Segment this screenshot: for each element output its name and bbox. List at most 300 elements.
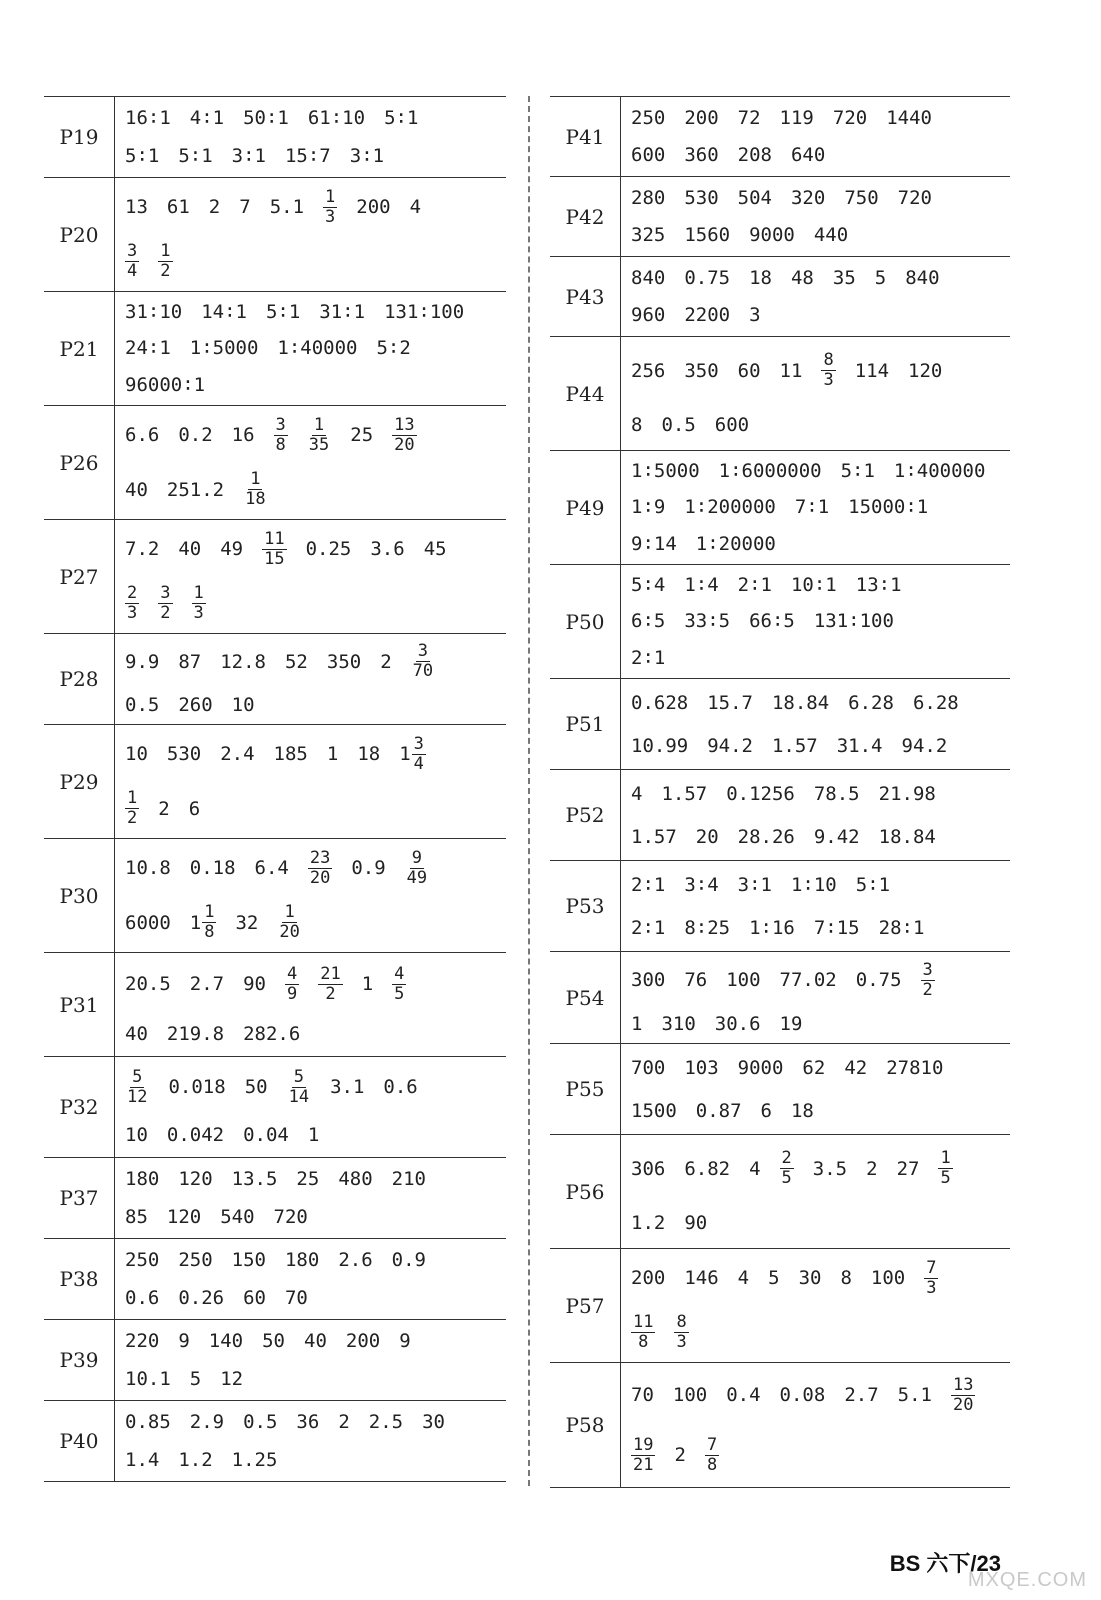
answer-value: 0.5	[125, 693, 160, 716]
answer-value: 2	[158, 797, 170, 820]
answer-value: 0.4	[726, 1384, 761, 1406]
answer-cell	[621, 1135, 1010, 1248]
fraction-denominator: 20	[394, 434, 415, 455]
fraction-numerator: 11	[264, 528, 285, 549]
answer-value: 250	[125, 1249, 160, 1271]
answer-cell	[115, 1158, 506, 1238]
answer-value: 20	[695, 825, 719, 848]
fraction	[125, 1068, 149, 1107]
answer-cell	[621, 952, 1010, 1043]
answer-row	[44, 724, 506, 838]
answer-value: 2.9	[189, 1411, 225, 1433]
answer-value: 282.6	[243, 1022, 301, 1045]
fraction-denominator: 3	[127, 603, 138, 624]
fraction	[938, 1149, 952, 1188]
fraction-denominator: 70	[412, 661, 434, 682]
answer-line	[631, 1376, 1010, 1415]
answer-value: 33∶5	[684, 610, 731, 633]
fraction-denominator: 49	[406, 867, 428, 888]
answer-value: 85	[125, 1206, 148, 1228]
answer-value: 50	[244, 1076, 268, 1099]
fraction	[924, 1259, 938, 1298]
fraction-denominator: 18	[245, 489, 266, 510]
answer-line	[125, 1330, 506, 1352]
answer-value	[125, 789, 139, 828]
answer-line	[125, 530, 506, 569]
answer-line	[125, 374, 506, 396]
fraction-denominator: 9	[286, 983, 298, 1004]
answer-value: 40	[125, 478, 148, 501]
mixed-number-whole: 1	[189, 911, 202, 934]
answer-row	[44, 291, 506, 405]
answer-cell	[115, 406, 506, 519]
answer-value: 131∶100	[384, 301, 465, 324]
answer-value: 5∶1	[265, 301, 301, 324]
answer-value: 6	[188, 797, 201, 820]
answer-value: 9.42	[813, 825, 860, 848]
answer-value: 10	[231, 693, 255, 716]
answer-row	[44, 1238, 506, 1319]
answer-row	[550, 96, 1010, 176]
answer-value: 1∶5000	[189, 337, 259, 360]
answer-value: 6	[760, 1099, 772, 1122]
answer-value: 0.75	[684, 266, 731, 289]
fraction	[318, 965, 342, 1004]
fraction	[951, 1376, 975, 1415]
answer-value: 504	[737, 186, 772, 209]
answer-cell	[115, 953, 506, 1056]
answer-value: 5	[874, 266, 887, 289]
answer-cell	[621, 679, 1010, 769]
answer-value: 15∶7	[284, 145, 331, 167]
answer-value: 720	[897, 186, 932, 209]
answer-value: 9∶14	[631, 532, 677, 555]
answer-value: 100	[726, 969, 761, 991]
answer-value: 72	[737, 106, 761, 129]
answer-value: 114	[854, 359, 890, 382]
answer-cell	[621, 257, 1010, 336]
answer-value: 6.28	[848, 691, 894, 714]
fraction-numerator: 13	[952, 1374, 974, 1395]
answer-value: 5∶4	[631, 574, 666, 597]
fraction-denominator: 2	[160, 261, 171, 282]
answer-value: 70	[631, 1384, 654, 1406]
fraction	[411, 642, 435, 681]
answer-value: 280	[631, 186, 666, 209]
answer-value: 28.26	[737, 825, 795, 848]
answer-value: 35	[832, 266, 856, 289]
answer-value: 120	[178, 1168, 213, 1190]
answer-value: 6.6	[125, 424, 160, 447]
answer-value: 720	[273, 1206, 308, 1228]
fraction-numerator: 21	[320, 963, 341, 984]
answer-line	[631, 1100, 1010, 1122]
fraction-numerator: 23	[309, 847, 331, 868]
answer-value: 540	[220, 1206, 255, 1228]
answer-value: 200	[684, 106, 719, 129]
answer-value: 19	[779, 1012, 803, 1035]
answer-value: 530	[166, 743, 202, 766]
fraction	[274, 416, 288, 455]
answer-line	[125, 145, 506, 167]
page-label: P38	[44, 1239, 115, 1319]
answer-value	[938, 1149, 952, 1188]
answer-value	[285, 965, 299, 1004]
answer-value: 1∶40000	[277, 337, 358, 360]
answer-value	[308, 849, 332, 888]
answer-value	[158, 242, 172, 281]
answer-row	[550, 1043, 1010, 1134]
answer-value: 0.1256	[726, 782, 795, 805]
answer-line	[631, 1057, 1010, 1079]
answer-value: 9	[178, 1330, 190, 1352]
answer-row	[550, 860, 1010, 951]
answer-value: 185	[273, 743, 308, 766]
answer-value	[951, 1376, 975, 1415]
answer-value	[392, 416, 416, 455]
answer-value	[921, 961, 935, 1000]
answer-value: 1.2	[178, 1449, 213, 1471]
answer-value: 200	[631, 1267, 666, 1290]
fraction	[277, 903, 301, 942]
answer-value: 1440	[886, 106, 932, 129]
fraction-denominator: 12	[127, 1086, 148, 1107]
answer-line	[631, 735, 1010, 757]
answer-value: 530	[684, 186, 719, 209]
answer-value: 18	[790, 1099, 814, 1122]
page-label: P21	[44, 292, 115, 405]
answer-value: 840	[905, 266, 940, 289]
answer-value: 13∶1	[855, 574, 902, 597]
answer-value: 1.57	[631, 825, 677, 848]
answer-value: 90	[684, 1212, 708, 1234]
answer-value: 1∶9	[631, 496, 666, 519]
fraction-denominator: 21	[633, 1454, 654, 1475]
fraction-denominator: 2	[325, 983, 336, 1004]
answer-value: 140	[208, 1330, 244, 1352]
answer-value: 10.1	[125, 1368, 171, 1390]
fraction	[287, 1068, 311, 1107]
answer-value: 440	[813, 224, 849, 247]
page-footer: BS 六下/23	[889, 1551, 1001, 1576]
answer-value: 3.5	[812, 1157, 848, 1180]
answer-line	[631, 647, 1010, 669]
answer-value: 200	[356, 196, 391, 219]
fraction	[158, 242, 172, 281]
fraction-numerator: 1	[193, 583, 204, 604]
answer-value: 76	[684, 969, 708, 991]
fraction	[307, 416, 331, 455]
left-answer-table	[44, 96, 506, 1482]
answer-value	[705, 1436, 719, 1475]
answer-value	[821, 351, 835, 390]
fraction	[392, 965, 406, 1004]
fraction-numerator: 4	[394, 963, 405, 984]
answer-cell	[115, 634, 506, 724]
answer-value: 6000	[125, 911, 171, 934]
answer-value: 260	[178, 693, 213, 716]
answer-value	[277, 903, 301, 942]
answer-value: 16∶1	[125, 107, 171, 129]
answer-value: 150	[231, 1249, 266, 1271]
answer-value: 5.1	[897, 1384, 932, 1406]
page-label: P51	[550, 679, 621, 769]
answer-row	[44, 519, 506, 633]
fraction	[158, 584, 172, 623]
page-label: P56	[550, 1135, 621, 1248]
answer-value: 2.5	[368, 1411, 404, 1433]
fraction-denominator: 3	[325, 206, 336, 227]
answer-value: 0.04	[243, 1124, 289, 1147]
fraction-denominator: 14	[288, 1086, 310, 1107]
answer-row	[44, 838, 506, 952]
fraction-numerator: 1	[940, 1148, 951, 1168]
answer-value: 8	[631, 414, 643, 436]
answer-value: 1	[631, 1012, 643, 1035]
fraction-denominator: 20	[309, 867, 331, 888]
answer-value	[125, 584, 139, 623]
page-label: P52	[550, 770, 621, 860]
answer-cell	[621, 1249, 1010, 1362]
answer-value: 13	[125, 196, 148, 219]
answer-cell	[115, 839, 506, 952]
fraction-numerator: 4	[286, 963, 298, 984]
answer-value: 42	[844, 1056, 868, 1079]
answer-line	[125, 789, 506, 828]
answer-line	[125, 470, 506, 509]
fraction	[821, 351, 835, 390]
fraction	[243, 470, 267, 509]
answer-value: 7∶1	[794, 496, 830, 519]
answer-value	[158, 584, 172, 623]
answer-value: 0.26	[178, 1287, 225, 1309]
answer-value: 1∶20000	[695, 532, 776, 555]
fraction-numerator: 7	[706, 1434, 718, 1455]
answer-row	[550, 256, 1010, 336]
fraction-numerator: 1	[325, 186, 336, 207]
answer-value: 21.98	[878, 782, 936, 805]
fraction-numerator: 3	[160, 583, 171, 604]
answer-value: 306	[631, 1157, 666, 1180]
fraction	[631, 1436, 655, 1475]
answer-value: 9.9	[125, 650, 160, 673]
answer-value: 5∶1	[855, 873, 891, 896]
answer-value: 0.628	[631, 691, 689, 714]
answer-value: 0.018	[168, 1076, 226, 1099]
answer-value: 15000∶1	[848, 496, 929, 519]
answer-value: 5∶1	[125, 145, 160, 167]
answer-value: 14∶1	[201, 301, 247, 324]
answer-line	[125, 1023, 506, 1045]
answer-value: 120	[166, 1206, 202, 1228]
answer-value: 1	[326, 743, 339, 766]
page-label: P30	[44, 839, 115, 952]
answer-value: 960	[631, 304, 666, 327]
answer-value: 320	[790, 186, 826, 209]
fraction-denominator: 3	[193, 603, 204, 624]
answer-cell	[115, 1401, 506, 1481]
answer-value: 310	[661, 1012, 696, 1035]
answer-line	[125, 337, 506, 359]
answer-row	[44, 1400, 506, 1482]
answer-value: 6.28	[912, 691, 959, 714]
fraction-denominator: 15	[264, 548, 285, 569]
answer-line	[125, 1206, 506, 1228]
fraction-numerator: 7	[926, 1257, 937, 1278]
fraction-denominator: 20	[279, 922, 300, 943]
fraction-numerator: 1	[204, 902, 215, 923]
answer-value: 700	[631, 1056, 666, 1079]
answer-value: 0.18	[189, 857, 236, 880]
fraction-numerator: 8	[676, 1312, 687, 1333]
fraction	[674, 1313, 688, 1352]
answer-value: 1560	[684, 224, 731, 247]
answer-value: 20.5	[125, 973, 171, 995]
fraction-denominator: 8	[204, 922, 215, 943]
answer-value: 28∶1	[878, 916, 925, 939]
fraction	[125, 789, 139, 828]
answer-line	[631, 917, 1010, 939]
fraction-numerator: 1	[313, 414, 325, 435]
answer-value: 3∶1	[349, 145, 385, 167]
answer-value: 750	[844, 186, 879, 209]
answer-value: 2	[380, 650, 392, 673]
page-label: P29	[44, 725, 115, 838]
answer-value: 1∶10	[790, 873, 837, 896]
answer-value: 10	[125, 743, 148, 766]
answer-cell	[621, 861, 1010, 951]
fraction	[412, 735, 426, 774]
page-label: P50	[550, 565, 621, 678]
answer-line	[631, 267, 1010, 289]
fraction-numerator: 1	[127, 788, 138, 809]
fraction	[705, 1436, 719, 1475]
answer-line	[631, 1436, 1010, 1475]
page-label: P37	[44, 1158, 115, 1238]
answer-value: 2∶1	[737, 574, 772, 597]
answer-cell	[621, 97, 1010, 176]
answer-value: 600	[631, 144, 666, 167]
fraction-denominator: 5	[394, 983, 405, 1004]
answer-value: 0.5	[661, 414, 696, 436]
answer-value: 36	[296, 1411, 320, 1433]
answer-row	[550, 951, 1010, 1043]
answer-value: 77.02	[779, 969, 837, 991]
answer-line	[125, 584, 506, 623]
answer-line	[125, 694, 506, 716]
page-label: P26	[44, 406, 115, 519]
fraction-denominator: 35	[308, 434, 330, 455]
answer-value: 11	[779, 359, 803, 382]
answer-value	[399, 735, 426, 774]
answer-value: 4	[737, 1267, 750, 1290]
page-label: P20	[44, 178, 115, 291]
answer-line	[631, 533, 1010, 555]
fraction-numerator: 5	[293, 1066, 304, 1087]
fraction	[921, 961, 935, 1000]
answer-value	[318, 965, 342, 1004]
answer-value: 5∶1	[384, 107, 419, 129]
answer-value: 180	[284, 1249, 320, 1271]
answer-value: 1	[307, 1124, 320, 1147]
answer-line	[631, 107, 1010, 129]
answer-row	[550, 450, 1010, 564]
page-label: P43	[550, 257, 621, 336]
answer-line	[125, 416, 506, 455]
answer-line	[125, 1287, 506, 1309]
answer-value	[411, 642, 435, 681]
answer-value	[192, 584, 206, 623]
answer-line	[125, 1124, 506, 1146]
answer-value: 2.7	[844, 1384, 879, 1406]
answer-value	[190, 903, 217, 942]
fraction-denominator: 3	[823, 370, 834, 390]
answer-value: 9	[399, 1330, 411, 1352]
answer-value: 3	[749, 304, 761, 327]
answer-line	[631, 1313, 1010, 1352]
answer-row	[44, 96, 506, 177]
answer-value: 31.4	[836, 734, 883, 757]
fraction-numerator: 9	[411, 847, 423, 868]
answer-value: 0.08	[779, 1384, 826, 1406]
answer-cell	[621, 770, 1010, 860]
answer-value	[243, 470, 267, 509]
answer-value: 18	[357, 743, 381, 766]
answer-row	[44, 405, 506, 519]
answer-value: 103	[684, 1056, 719, 1079]
answer-cell	[621, 177, 1010, 256]
answer-value	[307, 416, 331, 455]
answer-line	[631, 496, 1010, 518]
answer-line	[631, 961, 1010, 1000]
answer-value: 1∶4	[684, 574, 719, 597]
answer-cell	[115, 1057, 506, 1157]
fraction-denominator: 20	[952, 1394, 974, 1415]
answer-value: 208	[737, 144, 772, 167]
answer-row	[44, 952, 506, 1056]
answer-value: 94.2	[707, 734, 753, 757]
fraction-denominator: 4	[413, 753, 424, 774]
answer-cell	[621, 1363, 1010, 1487]
answer-value: 52	[284, 650, 308, 673]
answer-line	[631, 224, 1010, 246]
answer-row	[550, 564, 1010, 678]
answer-value: 350	[684, 359, 719, 382]
answer-value	[125, 1068, 149, 1107]
answer-value: 3∶1	[231, 145, 266, 167]
answer-value: 5	[189, 1368, 202, 1390]
answer-value: 1.2	[631, 1212, 666, 1234]
answer-value: 10.99	[631, 734, 689, 757]
answer-value: 100	[672, 1384, 708, 1406]
page-label: P57	[550, 1249, 621, 1362]
answer-cell	[621, 565, 1010, 678]
fraction-numerator: 11	[633, 1312, 654, 1333]
answer-value: 3.6	[370, 538, 405, 561]
answer-value: 1.25	[231, 1449, 278, 1471]
answer-value: 5∶1	[178, 145, 213, 167]
page-label: P19	[44, 97, 115, 177]
answer-line	[631, 414, 1010, 436]
answer-value: 96000∶1	[125, 373, 206, 396]
answer-value: 8	[840, 1267, 852, 1290]
answer-line	[125, 1068, 506, 1107]
answer-value: 31∶10	[125, 301, 183, 324]
answer-value: 0.75	[855, 969, 902, 991]
answer-value: 62	[802, 1056, 826, 1079]
answer-row	[550, 1362, 1010, 1488]
answer-value: 0.9	[391, 1249, 426, 1271]
